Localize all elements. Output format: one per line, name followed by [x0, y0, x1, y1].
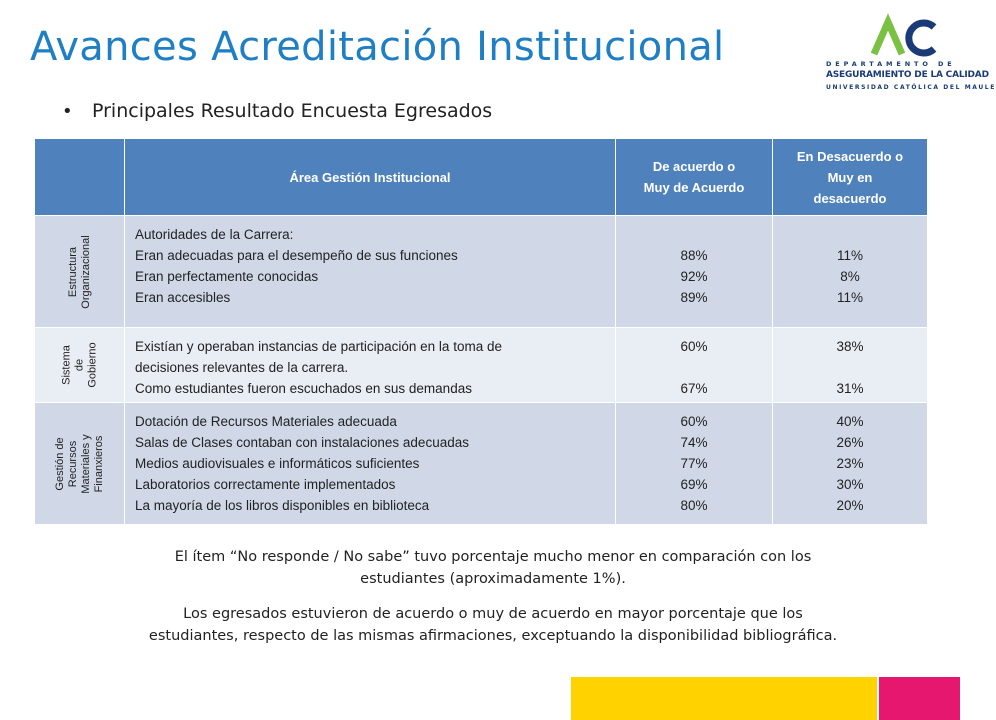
disagree-value: 26%: [836, 435, 864, 450]
disagree-value: 11%: [836, 290, 864, 305]
disagree-value: 40%: [836, 414, 864, 429]
header-area: Área Gestión Institucional: [125, 139, 616, 216]
header-empty-cell: [35, 139, 125, 216]
item-line: Salas de Clases contaban con instalaciones adecuadas: [135, 435, 469, 450]
agree-value: 80%: [680, 498, 708, 513]
table-header-row: [35, 139, 928, 216]
item-description: [125, 328, 616, 403]
agree-value: 60%: [680, 339, 708, 354]
disagree-value: 38%: [836, 339, 864, 354]
subtitle-text: Principales Resultado Encuesta Egresados: [92, 100, 493, 122]
table-row: [35, 403, 928, 525]
ac-logo-icon: [870, 18, 940, 56]
header-agree-line: De acuerdo o: [652, 159, 736, 174]
disagree-value: 8%: [840, 269, 860, 284]
disagree-values: [773, 216, 928, 328]
note-comparison: [60, 603, 926, 647]
item-line: Existían y operaban instancias de participación en la toma de: [135, 339, 502, 354]
disagree-value: 30%: [836, 477, 864, 492]
header-disagree: [773, 139, 928, 216]
agree-values: [616, 403, 773, 525]
item-line: Laboratorios correctamente implementados: [135, 477, 396, 492]
disagree-value: [774, 357, 926, 378]
item-line: decisiones relevantes de la carrera.: [135, 360, 349, 375]
table-row: [35, 328, 928, 403]
agree-value: 88%: [680, 248, 708, 263]
disagree-value: 31%: [836, 381, 864, 396]
item-line: Como estudiantes fueron escuchados en sus demandas: [135, 381, 472, 396]
agree-value: 77%: [680, 456, 708, 471]
disagree-value: 23%: [836, 456, 864, 471]
item-line: Dotación de Recursos Materiales adecuada: [135, 414, 397, 429]
item-line: Autoridades de la Carrera:: [135, 227, 294, 242]
agree-value: 67%: [680, 381, 708, 396]
agree-values: [616, 216, 773, 328]
agree-value: [617, 357, 771, 378]
header-disagree-line: desacuerdo: [813, 190, 887, 206]
note-line: estudiantes, respecto de las mismas afirmaciones, exceptuando la disponibilidad bibliográfica.: [148, 628, 838, 644]
category-label: Estructura Organizacional: [66, 234, 92, 309]
subtitle-bullet: [62, 100, 492, 122]
category-cell: [35, 328, 125, 403]
bullet-icon: •: [62, 101, 73, 122]
agree-value: 69%: [680, 477, 708, 492]
note-line: estudiantes (aproximadamente 1%).: [360, 571, 626, 587]
agree-value: 92%: [680, 269, 708, 284]
disagree-values: [773, 403, 928, 525]
item-description: [125, 216, 616, 328]
header-disagree-line: En Desacuerdo o: [796, 148, 904, 164]
agree-value: [617, 224, 771, 245]
agree-value: 89%: [680, 290, 708, 305]
agree-values: [616, 328, 773, 403]
results-table: [34, 138, 928, 525]
logo-text-line3: UNIVERSIDAD CATÓLICA DEL MAULE: [826, 84, 996, 91]
footer-pink-bar: [879, 677, 960, 720]
disagree-values: [773, 328, 928, 403]
footer-yellow-bar: [571, 677, 877, 720]
note-no-responde: [60, 546, 926, 590]
note-line: Los egresados estuvieron de acuerdo o muy de acuerdo en mayor porcentaje que los: [183, 606, 803, 622]
category-label: Sistema de Gobierno: [60, 342, 98, 388]
disagree-value: 11%: [836, 248, 864, 263]
slide-title: Avances Acreditación Institucional: [30, 24, 725, 70]
header-disagree-line: Muy en: [827, 169, 873, 185]
category-cell: [35, 216, 125, 328]
agree-value: 60%: [680, 414, 708, 429]
table-row: [35, 216, 928, 328]
logo-text-line2: ASEGURAMIENTO DE LA CALIDAD: [826, 70, 989, 80]
item-line: Medios audiovisuales e informáticos suficientes: [135, 456, 420, 471]
agree-value: 74%: [680, 435, 708, 450]
disagree-value: 20%: [836, 498, 864, 513]
institution-logo: [826, 18, 996, 100]
header-agree-line: Muy de Acuerdo: [643, 180, 745, 195]
note-line: El ítem “No responde / No sabe” tuvo porcentaje mucho menor en comparación con los: [174, 549, 812, 565]
item-line: Eran adecuadas para el desempeño de sus funciones: [135, 248, 458, 263]
item-line: La mayoría de los libros disponibles en biblioteca: [135, 498, 430, 513]
disagree-value: [774, 224, 926, 245]
item-line: Eran perfectamente conocidas: [135, 269, 319, 284]
item-line: Eran accesibles: [135, 290, 231, 305]
header-agree: [616, 139, 773, 216]
category-cell: [35, 403, 125, 525]
category-label: Gestión de Recursos Materiales y Finanxieros: [53, 433, 105, 494]
item-description: [125, 403, 616, 525]
logo-text-line1: DEPARTAMENTO DE: [826, 60, 956, 68]
